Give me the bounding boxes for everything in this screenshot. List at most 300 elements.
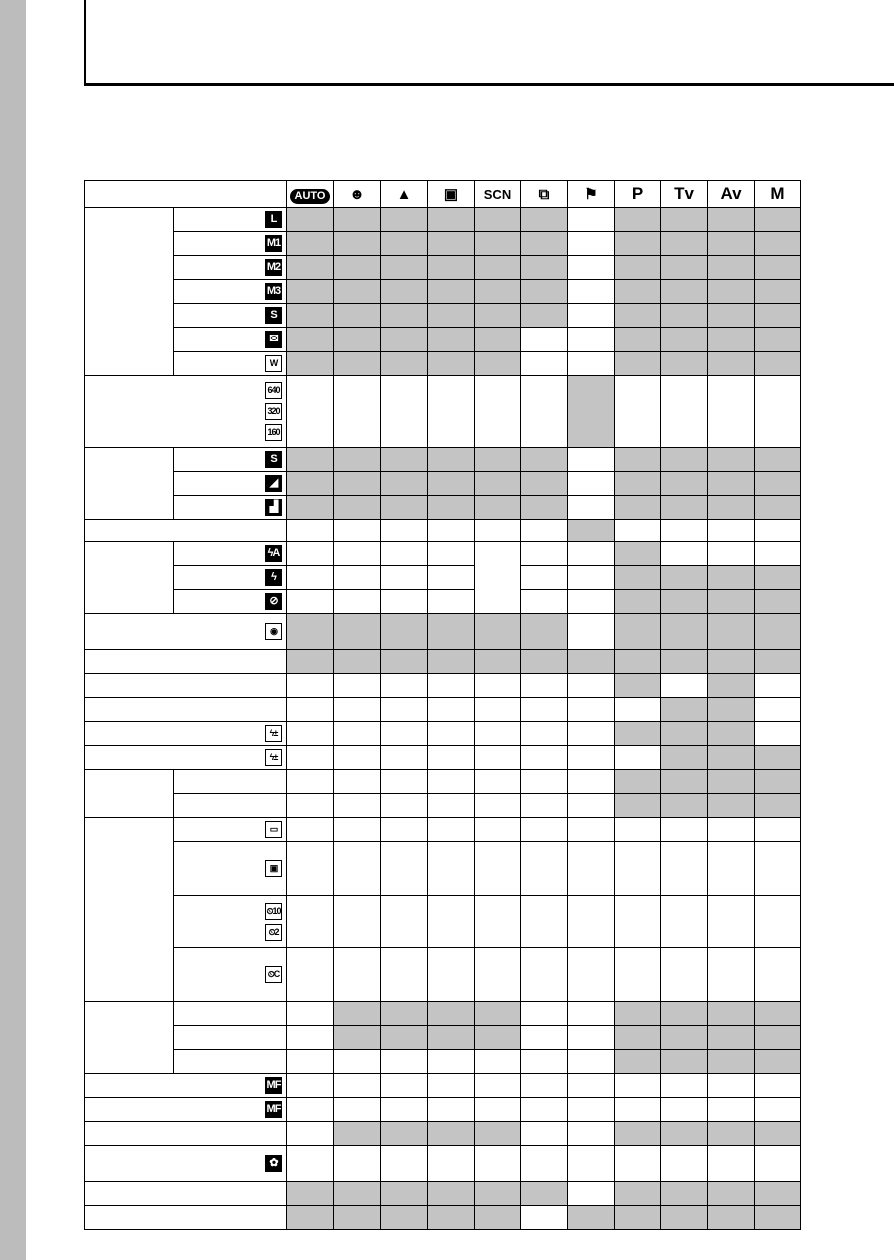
availability-cell-unavailable [568,770,615,794]
availability-cell-unavailable [475,376,521,448]
availability-cell-unavailable [755,698,801,722]
availability-cell-unavailable [661,520,708,542]
availability-cell-unavailable [615,1098,661,1122]
availability-cell-available [334,280,381,304]
availability-cell-available [661,590,708,614]
availability-cell-available [475,1206,521,1230]
availability-cell-unavailable [287,590,334,614]
availability-cell-available [661,614,708,650]
availability-cell-available [755,328,801,352]
table-row [85,448,801,472]
availability-cell-unavailable [615,376,661,448]
availability-cell-available [661,1026,708,1050]
availability-cell-available [334,304,381,328]
availability-cell-unavailable [287,818,334,842]
availability-cell-unavailable [568,1098,615,1122]
availability-cell-unavailable [708,520,755,542]
availability-cell-unavailable [568,232,615,256]
availability-cell-available [334,1182,381,1206]
movie-160-icon: 160 [265,424,282,441]
availability-cell-available [615,614,661,650]
availability-cell-unavailable [334,520,381,542]
availability-cell-unavailable [287,1002,334,1026]
availability-cell-unavailable [475,818,521,842]
availability-cell-available [661,566,708,590]
row-label [174,232,287,256]
availability-cell-available [615,208,661,232]
table-row [85,614,801,650]
availability-cell-available [521,650,568,674]
availability-cell-available [755,352,801,376]
red-eye-icon: ◉ [265,623,282,640]
availability-cell-unavailable [287,1098,334,1122]
table-row [85,590,801,614]
availability-cell-available [521,232,568,256]
availability-cell-available [428,328,475,352]
table-row [85,674,801,698]
availability-cell-available [287,1182,334,1206]
availability-cell-unavailable [521,1074,568,1098]
availability-cell-unavailable [287,1050,334,1074]
availability-cell-unavailable [708,1074,755,1098]
availability-cell-unavailable [334,674,381,698]
table-row [85,1074,801,1098]
availability-cell-unavailable [755,520,801,542]
availability-cell-unavailable [334,566,381,590]
table-row [85,948,801,1002]
availability-cell-unavailable [755,948,801,1002]
availability-cell-available [381,1122,428,1146]
availability-cell-available [708,746,755,770]
row-label [85,746,287,770]
availability-cell-available [428,1002,475,1026]
availability-cell-available [708,448,755,472]
availability-cell-unavailable [381,794,428,818]
header-corner [85,181,287,208]
availability-cell-unavailable [661,1074,708,1098]
availability-cell-unavailable [661,896,708,948]
availability-cell-unavailable [381,376,428,448]
availability-cell-unavailable [568,1146,615,1182]
availability-cell-unavailable [334,698,381,722]
row-label [174,896,287,948]
availability-cell-available [287,650,334,674]
row-label [174,208,287,232]
availability-cell-available [615,472,661,496]
availability-cell-available [334,232,381,256]
availability-cell-unavailable [615,818,661,842]
availability-cell-available [287,280,334,304]
table-row [85,520,801,542]
availability-cell-available [334,1026,381,1050]
availability-cell-unavailable [428,674,475,698]
availability-cell-unavailable [381,520,428,542]
availability-cell-available [428,208,475,232]
manual-focus-icon: MF [265,1101,282,1118]
availability-cell-unavailable [521,746,568,770]
availability-cell-available [381,208,428,232]
availability-cell-available [428,304,475,328]
availability-cell-unavailable [334,818,381,842]
table-row [85,328,801,352]
availability-cell-unavailable [381,1050,428,1074]
availability-cell-unavailable [661,376,708,448]
availability-cell-unavailable [521,722,568,746]
availability-cell-unavailable [428,818,475,842]
availability-cell-unavailable [661,842,708,896]
availability-cell-available [615,770,661,794]
group-label [85,542,174,614]
availability-cell-available [475,208,521,232]
availability-cell-available [615,1026,661,1050]
availability-cell-unavailable [334,770,381,794]
table-row [85,896,801,948]
availability-cell-available [755,1206,801,1230]
availability-cell-unavailable [381,818,428,842]
availability-cell-available [708,304,755,328]
availability-cell-available [381,650,428,674]
mode-portrait-icon: ☻ [334,181,381,208]
availability-cell-available [381,1002,428,1026]
availability-cell-unavailable [568,896,615,948]
availability-cell-available [475,614,521,650]
mode-scn-icon: SCN [475,181,521,208]
availability-cell-available [381,1182,428,1206]
availability-cell-unavailable [521,896,568,948]
availability-cell-unavailable [334,948,381,1002]
availability-cell-unavailable [428,590,475,614]
movie-640-icon: 640 [265,382,282,399]
availability-cell-available [521,472,568,496]
table-row [85,1146,801,1182]
flash-off-icon: ⊘ [265,593,282,610]
availability-cell-unavailable [708,1146,755,1182]
availability-cell-available [708,280,755,304]
availability-cell-unavailable [568,472,615,496]
availability-cell-unavailable [381,542,428,566]
availability-cell-unavailable [475,722,521,746]
row-label [174,948,287,1002]
availability-cell-unavailable [334,722,381,746]
availability-cell-available [661,280,708,304]
availability-cell-available [287,232,334,256]
availability-cell-unavailable [428,896,475,948]
availability-cell-unavailable [287,674,334,698]
availability-cell-available [615,496,661,520]
availability-cell-unavailable [568,1002,615,1026]
manual-focus-icon: MF [265,1077,282,1094]
row-label [174,448,287,472]
availability-cell-available [615,232,661,256]
movie-320-icon: 320 [265,403,282,420]
table-row [85,818,801,842]
availability-cell-available [708,770,755,794]
availability-cell-unavailable [568,794,615,818]
availability-cell-available [381,496,428,520]
self-timer-2s-icon: ⏲2 [265,924,282,941]
availability-cell-unavailable [475,1146,521,1182]
availability-cell-available [661,770,708,794]
availability-cell-unavailable [428,794,475,818]
header-box [84,0,894,86]
availability-cell-available [334,472,381,496]
row-label [85,698,287,722]
availability-cell-unavailable [381,1074,428,1098]
availability-cell-available [287,614,334,650]
availability-cell-unavailable [615,746,661,770]
mode-av-label: Av [708,181,755,208]
self-timer-10s-icon: ⏲10 [265,903,282,920]
function-availability-table [84,180,801,1230]
availability-cell-unavailable [287,542,334,566]
table-row [85,256,801,280]
availability-cell-unavailable [521,1122,568,1146]
row-label [85,1122,287,1146]
table-row [85,1050,801,1074]
availability-cell-available [334,1122,381,1146]
table-row [85,208,801,232]
availability-cell-available [615,566,661,590]
availability-cell-unavailable [428,566,475,590]
availability-cell-unavailable [381,590,428,614]
table-row [85,376,801,448]
availability-cell-available [755,1026,801,1050]
availability-cell-unavailable [428,520,475,542]
availability-cell-unavailable [755,1098,801,1122]
availability-cell-available [755,794,801,818]
availability-cell-available [475,496,521,520]
availability-cell-unavailable [475,1074,521,1098]
mode-stitch-assist-icon: ⧉ [521,181,568,208]
mode-landscape-icon: ▲ [381,181,428,208]
mode-header-row [85,181,801,208]
availability-cell-available [661,650,708,674]
availability-cell-available [755,472,801,496]
availability-cell-unavailable [334,794,381,818]
availability-cell-unavailable [334,1098,381,1122]
availability-cell-unavailable [428,746,475,770]
side-tab-bar [0,0,26,1260]
availability-cell-unavailable [755,896,801,948]
availability-cell-available [661,1122,708,1146]
availability-cell-available [381,232,428,256]
availability-cell-unavailable [568,448,615,472]
row-label [85,614,287,650]
availability-cell-available [708,1026,755,1050]
availability-cell-available [428,496,475,520]
availability-cell-unavailable [568,256,615,280]
availability-cell-available [428,280,475,304]
availability-cell-available [475,1122,521,1146]
availability-cell-unavailable [334,542,381,566]
availability-cell-available [708,590,755,614]
table-row [85,722,801,746]
availability-cell-available [755,650,801,674]
availability-cell-unavailable [521,674,568,698]
availability-cell-unavailable [521,818,568,842]
availability-cell-available [615,1050,661,1074]
availability-cell-available [615,590,661,614]
availability-cell-available [475,280,521,304]
availability-cell-unavailable [334,1074,381,1098]
availability-cell-unavailable [521,376,568,448]
row-label [174,842,287,896]
availability-cell-available [568,520,615,542]
availability-cell-unavailable [568,304,615,328]
availability-cell-available [287,208,334,232]
availability-cell-available [708,472,755,496]
availability-cell-unavailable [755,842,801,896]
availability-cell-unavailable [615,948,661,1002]
availability-cell-unavailable [287,520,334,542]
availability-cell-available [381,472,428,496]
availability-cell-available [428,256,475,280]
availability-cell-unavailable [708,948,755,1002]
row-label [174,1026,287,1050]
availability-cell-available [708,1206,755,1230]
availability-cell-unavailable [287,566,334,590]
availability-cell-unavailable [708,818,755,842]
availability-cell-unavailable [475,770,521,794]
availability-cell-available [615,794,661,818]
availability-cell-available [287,328,334,352]
availability-cell-available [381,280,428,304]
availability-cell-available [334,1206,381,1230]
availability-cell-available [755,280,801,304]
availability-cell-available [755,614,801,650]
availability-cell-unavailable [381,842,428,896]
availability-cell-unavailable [521,1146,568,1182]
availability-cell-unavailable [287,948,334,1002]
availability-cell-unavailable [287,698,334,722]
availability-cell-unavailable [287,794,334,818]
table-row [85,472,801,496]
availability-cell-available [755,304,801,328]
availability-cell-unavailable [475,794,521,818]
group-label [85,818,174,1002]
availability-cell-unavailable [755,376,801,448]
widescreen-icon: W [265,355,282,372]
availability-cell-unavailable [615,698,661,722]
availability-cell-unavailable [661,1098,708,1122]
flash-auto-icon: ϟA [265,545,282,562]
availability-cell-unavailable [521,1002,568,1026]
availability-cell-available [708,614,755,650]
availability-cell-unavailable [287,896,334,948]
availability-cell-available [475,1002,521,1026]
availability-cell-available [708,328,755,352]
availability-cell-available [708,794,755,818]
availability-cell-unavailable [708,376,755,448]
availability-cell-unavailable [521,794,568,818]
availability-cell-available [334,208,381,232]
availability-cell-available [568,650,615,674]
availability-cell-available [708,698,755,722]
availability-cell-available [755,208,801,232]
availability-cell-unavailable [381,722,428,746]
availability-cell-unavailable [568,698,615,722]
availability-cell-unavailable [428,770,475,794]
availability-cell-available [755,746,801,770]
availability-cell-available [475,304,521,328]
row-label [174,590,287,614]
table-row [85,280,801,304]
availability-cell-available [708,232,755,256]
row-label [85,1146,287,1182]
row-label [174,818,287,842]
availability-cell-unavailable [334,746,381,770]
table-row [85,650,801,674]
availability-cell-unavailable [615,896,661,948]
macro-icon: ✿ [265,1155,282,1172]
availability-cell-available [708,1002,755,1026]
availability-cell-unavailable [568,208,615,232]
availability-cell-unavailable [287,1146,334,1182]
availability-cell-available [615,1206,661,1230]
availability-cell-unavailable [661,948,708,1002]
row-label [174,256,287,280]
availability-cell-unavailable [568,496,615,520]
availability-cell-unavailable [428,542,475,566]
availability-cell-available [708,674,755,698]
table-row [85,1182,801,1206]
table-row [85,566,801,590]
availability-cell-unavailable [568,1182,615,1206]
availability-cell-available [428,1182,475,1206]
availability-cell-unavailable [521,842,568,896]
availability-cell-available [428,614,475,650]
availability-cell-unavailable [661,542,708,566]
availability-cell-available [475,232,521,256]
availability-cell-available [708,566,755,590]
availability-cell-unavailable [521,542,568,566]
normal-icon: ▟ [265,499,282,516]
availability-cell-available [381,614,428,650]
table-row [85,770,801,794]
availability-cell-available [475,328,521,352]
fine-icon: ◢ [265,475,282,492]
mode-movie-icon: ⚑ [568,181,615,208]
availability-cell-available [334,328,381,352]
availability-cell-unavailable [521,1050,568,1074]
availability-cell-unavailable [475,948,521,1002]
availability-cell-available [661,352,708,376]
availability-cell-unavailable [287,1074,334,1098]
availability-cell-unavailable [381,948,428,1002]
medium3-resolution-icon: M3 [265,283,282,300]
availability-cell-available [615,674,661,698]
mode-tv-label: Tv [661,181,708,208]
availability-cell-available [428,232,475,256]
availability-cell-available [475,650,521,674]
availability-cell-available [661,472,708,496]
availability-cell-available [334,614,381,650]
availability-cell-available [381,328,428,352]
availability-cell-unavailable [381,674,428,698]
availability-cell-available [521,496,568,520]
table-row [85,746,801,770]
flash-exposure-comp-icon: ϟ± [265,725,282,742]
availability-cell-unavailable [568,842,615,896]
availability-cell-available [708,352,755,376]
availability-cell-available [755,448,801,472]
availability-cell-unavailable [334,590,381,614]
mode-auto-icon: AUTO [287,181,334,208]
availability-cell-available [521,208,568,232]
superfine-icon: S [265,451,282,468]
availability-cell-unavailable [287,1026,334,1050]
availability-cell-unavailable [428,948,475,1002]
